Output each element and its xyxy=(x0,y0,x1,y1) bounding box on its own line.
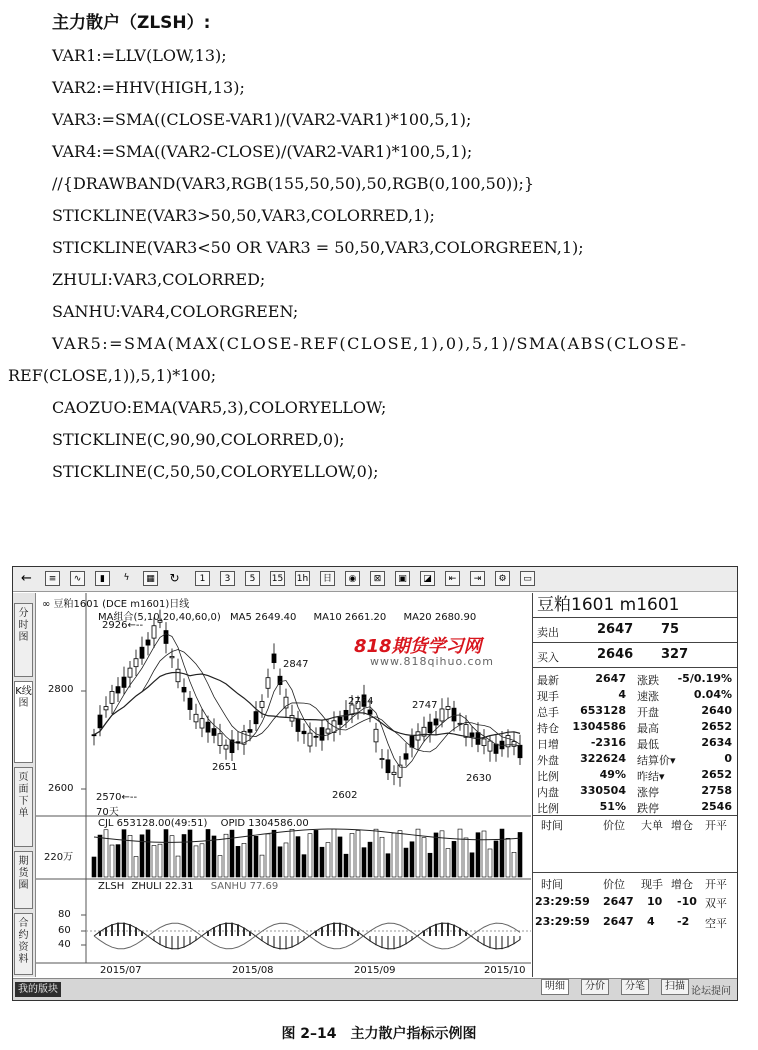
candle-body xyxy=(122,677,126,687)
trade-list xyxy=(533,891,738,931)
code-line: VAR5:=SMA(MAX(CLOSE-REF(CLOSE,1),0),5,1)/SMA(ABS(CLOSE- xyxy=(52,334,688,353)
period-5-button[interactable]: 5 xyxy=(245,571,260,586)
candle-body xyxy=(488,741,492,751)
sell-price: 2647 xyxy=(597,622,634,637)
window-icon[interactable]: ▭ xyxy=(520,571,535,586)
volume-bar xyxy=(200,844,204,877)
code-line: VAR4:=SMA((VAR2-CLOSE)/(VAR2-VAR1)*100,5,1); xyxy=(52,142,473,161)
move-left-icon[interactable]: ⇤ xyxy=(445,571,460,586)
stats-value: 51% xyxy=(599,800,626,813)
candle-body xyxy=(218,734,222,746)
candle-body xyxy=(170,656,174,657)
label-2630: 2630 xyxy=(466,773,492,784)
refresh-icon[interactable]: ↻ xyxy=(169,571,180,585)
candle-body xyxy=(200,719,204,728)
stats-label: 内盘 xyxy=(537,786,559,799)
stats-row xyxy=(533,703,738,719)
volume-bar xyxy=(386,854,390,877)
volume-bar xyxy=(320,847,324,877)
candle-body xyxy=(338,717,342,724)
figure-caption: 图 2–14 主力散户指标示例图 xyxy=(281,1026,477,1042)
volume-bar xyxy=(122,830,126,877)
candle-icon[interactable]: ▮ xyxy=(95,571,110,586)
area-icon[interactable]: ◪ xyxy=(420,571,435,586)
sell-label: 卖出 xyxy=(537,626,559,639)
candle-body xyxy=(146,640,150,645)
trade-cell: 10 xyxy=(647,895,663,908)
sell-qty: 75 xyxy=(661,622,680,637)
back-arrow-icon[interactable]: ← xyxy=(21,571,32,586)
stats-table xyxy=(533,668,738,815)
tab-price-split[interactable]: 分价 xyxy=(581,979,609,995)
stats-value: 2647 xyxy=(595,672,626,685)
candle-body xyxy=(134,659,138,667)
volume-bar xyxy=(338,837,342,877)
label-2847: 2847 xyxy=(283,659,309,670)
ma20-value: MA20 2680.90 xyxy=(403,612,477,623)
stats-label: 总手 xyxy=(537,706,559,719)
stats-label: 比例 xyxy=(537,770,559,783)
stats-value: 1304586 xyxy=(572,720,626,733)
candle-body xyxy=(206,722,210,732)
candle-body xyxy=(152,626,156,638)
tab-kline[interactable]: K线图 xyxy=(14,681,33,763)
volume-bar xyxy=(182,834,186,877)
candle-body xyxy=(164,631,168,644)
ma5-value: MA5 2649.40 xyxy=(229,612,297,623)
quote-title: 豆粕1601 m1601 xyxy=(533,593,738,618)
my-sector-button[interactable]: 我的版块 xyxy=(15,982,61,997)
candle-body xyxy=(494,744,498,753)
status-bar xyxy=(13,978,737,1001)
candle-body xyxy=(308,733,312,746)
move-right-icon[interactable]: ⇥ xyxy=(470,571,485,586)
code-line: VAR3:=SMA((CLOSE-VAR1)/(VAR2-VAR1)*100,5,1); xyxy=(52,110,472,129)
volume-bar xyxy=(260,855,264,877)
candle-body xyxy=(248,730,252,733)
trade-header-cell: 开平 xyxy=(705,819,727,832)
volume-bar xyxy=(116,845,120,877)
stats-row xyxy=(533,751,738,767)
forum-link[interactable]: 论坛提问 xyxy=(691,986,731,997)
stats-value: -2316 xyxy=(590,736,626,749)
volume-bar xyxy=(380,837,384,877)
volume-bar xyxy=(188,830,192,877)
volume-bar xyxy=(368,842,372,877)
low-label: 2570 xyxy=(96,792,122,803)
label-2764: 2764 xyxy=(348,696,374,707)
candle-body xyxy=(386,760,390,773)
stats-value: 4 xyxy=(618,688,626,701)
volume-bar xyxy=(500,829,504,877)
trade-cell: 双平 xyxy=(705,897,727,910)
trade-cell: 23:29:59 xyxy=(535,915,590,928)
volume-bar xyxy=(272,830,276,877)
candle-body xyxy=(404,754,408,759)
code-line: STICKLINE(VAR3<50 OR VAR3 = 50,50,VAR3,COLORGREEN,1); xyxy=(52,238,584,257)
stats-row xyxy=(533,671,738,687)
stats-label: 现手 xyxy=(537,690,559,703)
volume-bar xyxy=(206,829,210,877)
volume-bar xyxy=(152,845,156,877)
axis-2600: 2600 xyxy=(48,783,74,794)
axis-2800: 2800 xyxy=(48,684,74,695)
zlsh-name: ZLSH xyxy=(98,881,125,892)
stats-value: 2634 xyxy=(701,736,732,749)
date-jul: 2015/07 xyxy=(100,965,142,976)
trade-header-cell: 现手 xyxy=(641,878,663,891)
trade-section xyxy=(533,872,738,931)
candle-body xyxy=(446,706,450,709)
volume-bar xyxy=(284,843,288,877)
trade-header-cell: 时间 xyxy=(541,819,563,832)
volume-bar xyxy=(464,838,468,877)
candle-body xyxy=(410,736,414,747)
stats-label: 持仓 xyxy=(537,722,559,735)
toolbar xyxy=(13,567,737,592)
period-day-button[interactable]: 日 xyxy=(320,571,335,586)
trade-cell: 2647 xyxy=(603,895,634,908)
volume-bar xyxy=(350,833,354,877)
stats-value: 0.04% xyxy=(693,688,732,701)
stats-value: 330504 xyxy=(580,784,626,797)
stats-label: 结算价▾ xyxy=(637,754,676,767)
volume-bar xyxy=(266,834,270,877)
stats-label: 涨跌 xyxy=(637,674,659,687)
code-line: REF(CLOSE,1)),5,1)*100; xyxy=(8,366,217,385)
settings-icon[interactable]: ⚙ xyxy=(495,571,510,586)
cross-icon[interactable]: ⊠ xyxy=(370,571,385,586)
volume-bar xyxy=(314,830,318,877)
candle-body xyxy=(518,745,522,757)
stats-label: 最新 xyxy=(537,674,559,687)
candle-body xyxy=(224,745,228,749)
label-2651: 2651 xyxy=(212,762,238,773)
tab-intraday[interactable]: 分时图 xyxy=(14,603,33,677)
days-label: 70天 xyxy=(96,807,119,818)
stats-value: 2652 xyxy=(701,768,732,781)
trade-header-cell: 增仓 xyxy=(671,819,693,832)
zoom-icon[interactable]: ▣ xyxy=(395,571,410,586)
candle-body xyxy=(392,772,396,774)
code-line: SANHU:VAR4,COLORGREEN; xyxy=(52,302,299,321)
lightning-icon[interactable]: ϟ xyxy=(123,573,130,583)
volume-bar xyxy=(296,837,300,877)
candle-body xyxy=(110,691,114,703)
candle-body xyxy=(140,647,144,658)
zlsh-axis-40: 40 xyxy=(58,939,71,950)
trade-row xyxy=(533,891,738,911)
grid-icon[interactable]: ▦ xyxy=(143,571,158,586)
candle-body xyxy=(416,732,420,740)
volume-bar xyxy=(482,831,486,877)
tab-detail[interactable]: 明细 xyxy=(541,979,569,995)
zhuli-value: ZHULI 22.31 xyxy=(131,881,194,892)
code-line: STICKLINE(C,90,90,COLORRED,0); xyxy=(52,430,345,449)
volume-bar xyxy=(254,836,258,877)
tab-scan[interactable]: 扫描 xyxy=(661,979,689,995)
candle-body xyxy=(374,729,378,742)
volume-bar xyxy=(416,829,420,877)
trade-cell: 4 xyxy=(647,915,655,928)
trade-row xyxy=(533,911,738,931)
line-chart-icon[interactable]: ∿ xyxy=(70,571,85,586)
tab-circle[interactable]: 期货圈 xyxy=(14,851,33,909)
label-2602: 2602 xyxy=(332,790,358,801)
volume-bar xyxy=(458,829,462,877)
stats-value: 2652 xyxy=(701,720,732,733)
volume-bar xyxy=(506,838,510,877)
date-sep: 2015/09 xyxy=(354,965,396,976)
volume-bar xyxy=(164,830,168,877)
volume-bar xyxy=(428,853,432,877)
zlsh-legend xyxy=(98,881,278,892)
period-1-button[interactable]: 1 xyxy=(195,571,210,586)
volume-bar xyxy=(392,833,396,877)
candle-body xyxy=(254,712,258,724)
sanhu-value: SANHU 77.69 xyxy=(210,881,279,892)
volume-bar xyxy=(434,833,438,877)
candle-body xyxy=(320,728,324,741)
trade-header-cell: 价位 xyxy=(603,878,625,891)
ma10-value: MA10 2661.20 xyxy=(313,612,387,623)
period-15-button[interactable]: 15 xyxy=(270,571,285,586)
stats-label: 开盘 xyxy=(637,706,659,719)
list-icon[interactable]: ≡ xyxy=(45,571,60,586)
tab-order[interactable]: 页面下单 xyxy=(14,767,33,847)
volume-bar xyxy=(278,847,282,877)
candle-body xyxy=(464,725,468,738)
volume-bar xyxy=(410,842,414,877)
volume-bar xyxy=(158,844,162,877)
volume-bar xyxy=(452,841,456,877)
volume-bar xyxy=(404,848,408,877)
candle-body xyxy=(368,710,372,714)
trade-cell: -10 xyxy=(677,895,697,908)
candle-body xyxy=(98,715,102,728)
volume-bar xyxy=(218,856,222,877)
volume-bar xyxy=(236,846,240,877)
volume-bar xyxy=(344,854,348,877)
volume-bar xyxy=(422,838,426,877)
opid-value: OPID 1304586.00 xyxy=(220,818,309,829)
cjl-value: CJL 653128.00(49:51) xyxy=(98,818,208,829)
stats-label: 最高 xyxy=(637,722,659,735)
formula-heading: 主力散户（ZLSH）: xyxy=(52,13,211,33)
formula-code xyxy=(0,40,758,488)
candle-body xyxy=(470,733,474,737)
candle-body xyxy=(428,722,432,732)
watermark-title: 818期货学习网 xyxy=(354,636,482,657)
stats-label: 日增 xyxy=(537,738,559,751)
candle-body xyxy=(440,709,444,721)
candle-body xyxy=(236,742,240,743)
code-line: CAOZUO:EMA(VAR5,3),COLORYELLOW; xyxy=(52,398,387,417)
stats-value: 2546 xyxy=(701,800,732,813)
stats-value: -5/0.19% xyxy=(677,672,732,685)
ma-legend xyxy=(98,608,476,623)
watermark-url: www.818qihuo.com xyxy=(370,655,494,668)
code-line: STICKLINE(VAR3>50,50,VAR3,COLORRED,1); xyxy=(52,206,435,225)
candle-body xyxy=(260,701,264,707)
volume-bar xyxy=(98,835,102,877)
candle-body xyxy=(314,736,318,737)
candle-body xyxy=(434,719,438,725)
sell-row[interactable] xyxy=(533,618,738,643)
code-line: //{DRAWBAND(VAR3,RGB(155,50,50),50,RGB(0,100,50));} xyxy=(52,174,535,193)
left-tabs xyxy=(13,593,36,977)
kline-chart: ∞ 豆粕1601 (DCE m1601)日线 MA组合(5,10,20,40,60,0) MA5 2649.40 MA10 2661.20 MA20 2680.90 2926←-- 2847 2764 2747 2651 2602 2630 2570←-- 70天 2800 2600 CJL 653128.00(49:51) OPID 1304586.00 220万 ZLSH ZHULI 22.31 SANHU 77.69 80 60 40 2015/07 2015/08 2015/09 2015/10 xyxy=(36,593,531,977)
volume-bar xyxy=(332,829,336,877)
volume-bar xyxy=(110,845,114,877)
candle-body xyxy=(194,714,198,722)
stats-row xyxy=(533,735,738,751)
eye-icon[interactable]: ◉ xyxy=(345,571,360,586)
volume-bar xyxy=(494,841,498,877)
stats-value: 653128 xyxy=(580,704,626,717)
trade-header-cell: 增仓 xyxy=(671,878,693,891)
zlsh-axis-80: 80 xyxy=(58,909,71,920)
volume-bar xyxy=(212,836,216,877)
date-aug: 2015/08 xyxy=(232,965,274,976)
stats-row xyxy=(533,687,738,703)
candle-body xyxy=(272,654,276,663)
volume-axis: 220万 xyxy=(44,852,74,863)
trade-cell: 23:29:59 xyxy=(535,895,590,908)
volume-bar xyxy=(194,846,198,877)
buy-label: 买入 xyxy=(537,651,559,664)
candle-body xyxy=(326,729,330,733)
trade-header-cell: 大单 xyxy=(641,819,663,832)
trade-header-cell: 时间 xyxy=(541,878,563,891)
buy-qty: 327 xyxy=(661,647,689,662)
volume-bar xyxy=(326,843,330,877)
volume-bar xyxy=(128,835,132,877)
volume-bar xyxy=(518,832,522,877)
volume-bar xyxy=(146,830,150,877)
candle-body xyxy=(188,698,192,709)
code-line: VAR2:=HHV(HIGH,13); xyxy=(52,78,245,97)
stats-row xyxy=(533,719,738,735)
period-1h-button[interactable]: 1h xyxy=(295,571,310,586)
code-line: ZHULI:VAR3,COLORRED; xyxy=(52,270,266,289)
volume-bar xyxy=(374,829,378,877)
stats-label: 比例 xyxy=(537,802,559,815)
candle-body xyxy=(512,742,516,747)
trade-header-1 xyxy=(533,816,738,832)
stats-value: 322624 xyxy=(580,752,626,765)
volume-bar xyxy=(488,849,492,877)
volume-bar xyxy=(230,830,234,877)
trade-cell: -2 xyxy=(677,915,690,928)
stats-label: 昨结▾ xyxy=(637,770,665,783)
trade-header-cell: 开平 xyxy=(705,878,727,891)
volume-bar xyxy=(302,855,306,877)
stats-value: 49% xyxy=(599,768,626,781)
period-3-button[interactable]: 3 xyxy=(220,571,235,586)
candle-body xyxy=(452,708,456,721)
volume-bar xyxy=(290,829,294,877)
stats-label: 涨停 xyxy=(637,786,659,799)
stats-value: 2758 xyxy=(701,784,732,797)
candle-body xyxy=(104,707,108,710)
ma-legend-label: MA组合(5,10,20,40,60,0) xyxy=(98,612,221,623)
candle-body xyxy=(380,759,384,760)
large-order-section xyxy=(533,815,738,872)
quote-panel xyxy=(532,593,738,977)
stats-label: 外盘 xyxy=(537,754,559,767)
volume-bar xyxy=(134,857,138,877)
volume-bar xyxy=(242,843,246,877)
candle-body xyxy=(296,719,300,731)
candle-body xyxy=(212,729,216,736)
candle-body xyxy=(176,669,180,681)
zlsh-axis-60: 60 xyxy=(58,925,71,936)
candle-body xyxy=(482,739,486,746)
volume-bar xyxy=(398,831,402,877)
label-2747: 2747 xyxy=(412,700,438,711)
stats-value: 2640 xyxy=(701,704,732,717)
tab-contract[interactable]: 合约资料 xyxy=(14,913,33,975)
stats-label: 最低 xyxy=(637,738,659,751)
candle-body xyxy=(116,687,120,693)
volume-bar xyxy=(512,852,516,877)
volume-bar xyxy=(446,849,450,877)
code-line: STICKLINE(C,50,50,COLORYELLOW,0); xyxy=(52,462,379,481)
candle-body xyxy=(128,668,132,677)
volume-bar xyxy=(224,834,228,877)
stats-value: 0 xyxy=(724,752,732,765)
buy-price: 2646 xyxy=(597,647,634,662)
stats-row xyxy=(533,767,738,783)
buy-row[interactable] xyxy=(533,643,738,668)
high-label: 2926 xyxy=(102,620,128,631)
candle-body xyxy=(92,735,96,736)
chart-title: ∞ 豆粕1601 (DCE m1601)日线 xyxy=(42,599,190,610)
volume-bar xyxy=(92,857,96,877)
volume-bar xyxy=(308,834,312,877)
trade-header-cell: 价位 xyxy=(603,819,625,832)
trade-cell: 2647 xyxy=(603,915,634,928)
stats-row xyxy=(533,799,738,815)
stats-row xyxy=(533,783,738,799)
volume-bar xyxy=(176,856,180,877)
code-line: VAR1:=LLV(LOW,13); xyxy=(52,46,227,65)
candle-body xyxy=(266,678,270,689)
volume-bar xyxy=(362,848,366,877)
trade-header-2 xyxy=(533,875,738,891)
tab-tick[interactable]: 分笔 xyxy=(621,979,649,995)
stats-label: 速涨 xyxy=(637,690,659,703)
stats-label: 跌停 xyxy=(637,802,659,815)
volume-bar xyxy=(104,830,108,877)
volume-legend xyxy=(98,818,309,829)
volume-bar xyxy=(356,831,360,877)
date-oct: 2015/10 xyxy=(484,965,526,976)
volume-bar xyxy=(470,853,474,877)
candle-body xyxy=(182,687,186,692)
candle-body xyxy=(302,731,306,733)
trade-cell: 空平 xyxy=(705,917,727,930)
